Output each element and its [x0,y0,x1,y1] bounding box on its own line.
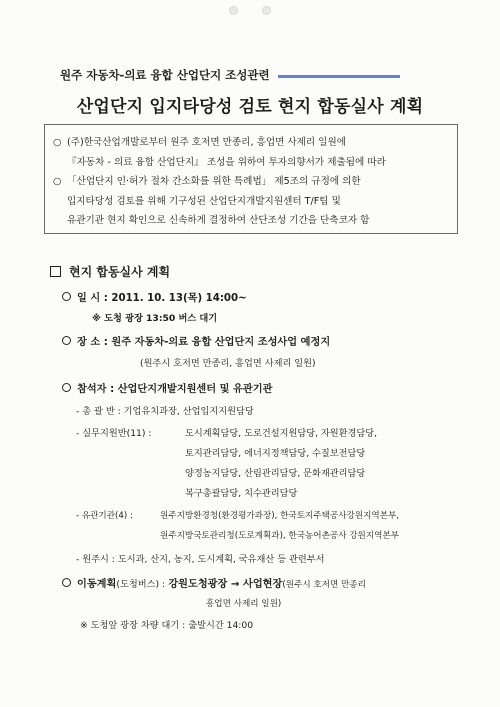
schedule-value: 2011. 10. 13(목) 14:00~ [111,293,247,304]
agency-row: 원주지방환경청(환경평가과장), 한국토지주택공사강원지역본부, [160,511,400,521]
summary-text: (주)한국산업개발로부터 원주 호저면 만종리, 흥업면 사제리 일원에 [67,137,347,148]
place-value: 원주 자동차-의료 융합 산업단지 조성사업 예정지 [111,337,331,348]
circle-bullet-icon [62,336,71,345]
schedule-label: 일 시 : [77,293,108,304]
place-row [62,333,330,348]
document-subtitle: 원주 자동차-의료 융합 산업단지 조성관련 [60,68,270,82]
participants-label: 참석자 : [77,384,115,395]
subtitle-row [60,66,400,84]
participants-value: 산업단지개발지원센터 및 유관기관 [117,384,273,395]
punch-hole-right [262,6,271,15]
schedule-note: ※ 도청 광장 13:50 버스 대기 [92,313,218,324]
working-row: 도시계획담당, 도로건설지원담당, 자원환경담당, [185,428,378,439]
punch-hole-left [229,6,238,15]
travel-detail: (원주시 호저면 만종리 [282,580,366,590]
travel-paren: (도청버스) : [116,579,166,590]
travel-route: 강원도청광장 → 사업현장 [168,579,283,590]
working-row: 양정농지담당, 산림관리담당, 문화재관리담당 [185,468,366,479]
summary-item-1 [53,133,449,172]
schedule-row [62,289,247,304]
working-label: - 실무지원반(11) : [76,428,152,439]
agency-label: - 유관기관(4) : [76,511,133,521]
travel-label: 이동계획 [77,579,117,590]
circle-bullet-icon [62,578,71,587]
bullet-icon: ○ [53,137,62,148]
checkbox-square-icon [50,266,61,277]
wonju-label: - 원주시 : [76,554,115,565]
summary-text: 『자동차 - 의료 융합 산업단지』 조성을 위하여 투자의향서가 제출됨에 따라 [67,156,386,168]
summary-text: 유관기관 현지 확인으로 신속하게 결정하여 산단조성 기간을 단축코자 함 [67,215,370,226]
document-title: 산업단지 입지타당성 검토 현지 합동실사 계획 [76,97,424,117]
travel-note: ※ 도청앞 광장 차량 대기 : 출발시간 14:00 [80,620,254,631]
place-detail: (원주시 호저면 만종리, 흥업면 사제리 일원) [140,358,316,369]
section-heading [50,263,170,280]
place-label: 장 소 : [77,337,108,348]
travel-row [62,575,366,590]
bullet-icon: ○ [53,176,62,187]
travel-detail: 흥업면 사제리 일원) [206,599,282,609]
wonju-row [76,551,325,565]
summary-text: 「산업단지 인·허가 절차 간소화를 위한 특례법」 제5조의 규정에 의한 [67,176,361,187]
general-label: - 총 괄 반 : [76,406,121,417]
circle-bullet-icon [62,383,71,392]
summary-item-2 [53,172,449,231]
working-row: 토지관리담당, 에너지정책담당, 수질보전담당 [185,448,366,459]
wonju-value: 도시과, 산지, 농지, 도시계획, 국유재산 등 관련부서 [117,554,325,565]
participants-row [62,380,272,395]
working-row: 복구총괄담당, 치수관리담당 [185,488,298,499]
general-row [76,403,254,417]
section-heading-text: 현지 합동실사 계획 [69,265,171,279]
general-value: 기업유치과장, 산업입지지원담당 [123,406,254,417]
agency-row: 원주지방국토관리청(도로계획과), 한국농어촌공사 강원지역본부 [160,531,400,541]
circle-bullet-icon [62,292,71,301]
summary-box [44,124,458,234]
subtitle-underline [278,75,400,78]
summary-text: 입지타당성 검토를 위해 기구성된 산업단지개발지원센터 T/F팀 및 [67,195,341,207]
